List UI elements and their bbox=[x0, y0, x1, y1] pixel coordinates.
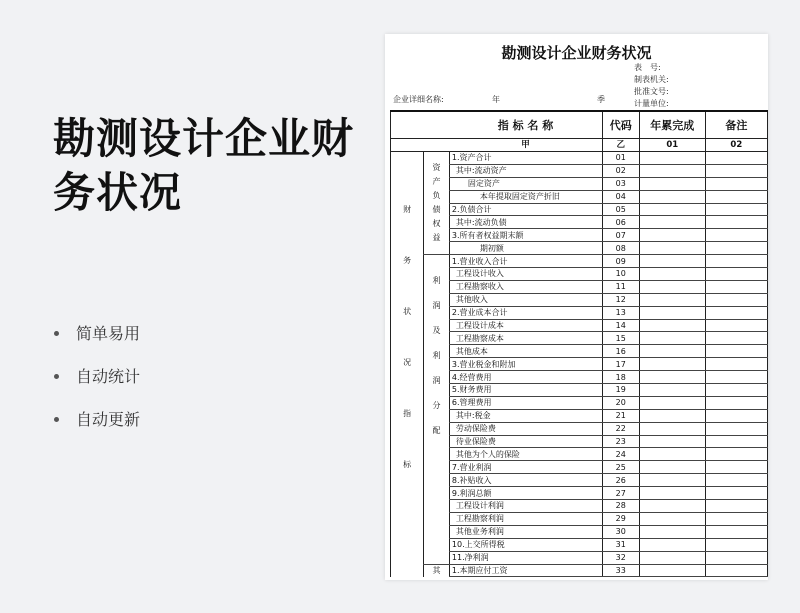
row-note-cell[interactable] bbox=[705, 474, 767, 487]
header-item: 指 标 名 称 bbox=[449, 111, 602, 139]
row-ytd-cell[interactable] bbox=[639, 255, 705, 268]
group-profit-char: 分 bbox=[432, 401, 441, 411]
row-ytd-cell[interactable] bbox=[639, 551, 705, 564]
row-note-cell[interactable] bbox=[705, 564, 767, 577]
table-row bbox=[391, 152, 768, 165]
row-code: 30 bbox=[602, 525, 639, 538]
row-item-label: 11.净利润 bbox=[449, 551, 602, 564]
row-code: 29 bbox=[602, 512, 639, 525]
promo-title: 勘测设计企业财务状况 bbox=[53, 114, 355, 217]
category-main-char: 财 bbox=[403, 205, 412, 214]
header-note: 备注 bbox=[705, 111, 767, 139]
row-note-cell[interactable] bbox=[705, 177, 767, 190]
row-code: 23 bbox=[602, 435, 639, 448]
category-tail-char: 其 bbox=[424, 564, 450, 577]
row-code: 22 bbox=[602, 422, 639, 435]
category-main-cell bbox=[391, 152, 424, 565]
subheader-code: 乙 bbox=[602, 139, 639, 152]
row-code: 26 bbox=[602, 474, 639, 487]
row-note-cell[interactable] bbox=[705, 242, 767, 255]
row-code: 20 bbox=[602, 396, 639, 409]
row-note-cell[interactable] bbox=[705, 551, 767, 564]
row-code: 18 bbox=[602, 371, 639, 384]
group-assets-char: 资 bbox=[432, 163, 441, 172]
row-item-label: 2.负债合计 bbox=[449, 203, 602, 216]
group-profit-char: 配 bbox=[432, 426, 441, 436]
row-ytd-cell[interactable] bbox=[639, 190, 705, 203]
row-code: 03 bbox=[602, 177, 639, 190]
row-ytd-cell[interactable] bbox=[639, 203, 705, 216]
row-code: 17 bbox=[602, 358, 639, 371]
group-assets-char: 益 bbox=[432, 233, 441, 242]
row-note-cell[interactable] bbox=[705, 306, 767, 319]
row-note-cell[interactable] bbox=[705, 371, 767, 384]
row-item-label: 1.本期应付工资 bbox=[449, 564, 602, 577]
bullet-icon bbox=[54, 331, 59, 336]
row-item-label: 工程设计利润 bbox=[449, 500, 602, 513]
row-note-cell[interactable] bbox=[705, 164, 767, 177]
group-profit-char: 及 bbox=[432, 326, 441, 336]
row-code: 07 bbox=[602, 229, 639, 242]
approval-label: 批准文号: bbox=[634, 87, 669, 96]
row-item-label: 其中:流动负债 bbox=[449, 216, 602, 229]
header-code: 代码 bbox=[602, 111, 639, 139]
row-ytd-cell[interactable] bbox=[639, 384, 705, 397]
group-assets-char: 债 bbox=[432, 205, 441, 214]
category-main-char: 务 bbox=[403, 256, 412, 265]
row-ytd-cell[interactable] bbox=[639, 409, 705, 422]
row-ytd-cell[interactable] bbox=[639, 512, 705, 525]
feature-item bbox=[54, 398, 140, 441]
subheader-ytd: 01 bbox=[639, 139, 705, 152]
group-assets-char: 产 bbox=[432, 177, 441, 186]
row-ytd-cell[interactable] bbox=[639, 371, 705, 384]
form-no-label: 表 号: bbox=[634, 63, 661, 72]
row-code: 06 bbox=[602, 216, 639, 229]
document-preview bbox=[385, 34, 768, 580]
row-item-label: 5.财务费用 bbox=[449, 384, 602, 397]
row-code: 12 bbox=[602, 293, 639, 306]
row-ytd-cell[interactable] bbox=[639, 268, 705, 281]
group-profit-char: 润 bbox=[432, 376, 441, 386]
row-ytd-cell[interactable] bbox=[639, 435, 705, 448]
row-note-cell[interactable] bbox=[705, 525, 767, 538]
row-code: 14 bbox=[602, 319, 639, 332]
row-item-label: 7.营业利润 bbox=[449, 461, 602, 474]
group-assets-cell bbox=[424, 152, 450, 255]
row-code: 08 bbox=[602, 242, 639, 255]
row-note-cell[interactable] bbox=[705, 280, 767, 293]
group-assets-char: 负 bbox=[432, 191, 441, 200]
row-item-label: 本年提取固定资产折旧 bbox=[449, 190, 602, 203]
row-item-label: 工程勘察收入 bbox=[449, 280, 602, 293]
bullet-icon bbox=[54, 417, 59, 422]
row-note-cell[interactable] bbox=[705, 216, 767, 229]
row-code: 27 bbox=[602, 487, 639, 500]
row-ytd-cell[interactable] bbox=[639, 500, 705, 513]
sheet-title: 勘测设计企业财务状况 bbox=[501, 44, 652, 62]
row-note-cell[interactable] bbox=[705, 500, 767, 513]
row-code: 11 bbox=[602, 280, 639, 293]
row-ytd-cell[interactable] bbox=[639, 422, 705, 435]
row-ytd-cell[interactable] bbox=[639, 293, 705, 306]
row-item-label: 待业保险费 bbox=[449, 435, 602, 448]
subheader-note: 02 bbox=[705, 139, 767, 152]
feature-label: 简单易用 bbox=[76, 323, 141, 343]
row-item-label: 1.资产合计 bbox=[449, 152, 602, 165]
row-item-label: 其他业务利润 bbox=[449, 525, 602, 538]
row-code: 21 bbox=[602, 409, 639, 422]
unit-label: 计量单位: bbox=[634, 99, 669, 108]
row-code: 02 bbox=[602, 164, 639, 177]
group-profit-char: 利 bbox=[432, 351, 441, 361]
row-item-label: 8.补贴收入 bbox=[449, 474, 602, 487]
row-ytd-cell[interactable] bbox=[639, 229, 705, 242]
subheader-item: 甲 bbox=[449, 139, 602, 152]
row-code: 28 bbox=[602, 500, 639, 513]
year-label: 年 bbox=[492, 95, 500, 104]
row-note-cell[interactable] bbox=[705, 487, 767, 500]
row-item-label: 其他为个人的保险 bbox=[449, 448, 602, 461]
header-ytd: 年累完成 bbox=[639, 111, 705, 139]
quarter-label: 季 bbox=[597, 95, 605, 104]
row-ytd-cell[interactable] bbox=[639, 396, 705, 409]
row-ytd-cell[interactable] bbox=[639, 461, 705, 474]
feature-item bbox=[54, 355, 140, 398]
feature-list bbox=[54, 312, 140, 441]
row-code: 04 bbox=[602, 190, 639, 203]
row-note-cell[interactable] bbox=[705, 461, 767, 474]
row-item-label: 其中:流动资产 bbox=[449, 164, 602, 177]
table-subheader-row bbox=[391, 139, 768, 152]
row-code: 10 bbox=[602, 268, 639, 281]
row-item-label: 6.管理费用 bbox=[449, 396, 602, 409]
row-item-label: 2.营业成本合计 bbox=[449, 306, 602, 319]
row-note-cell[interactable] bbox=[705, 229, 767, 242]
row-ytd-cell[interactable] bbox=[639, 306, 705, 319]
row-ytd-cell[interactable] bbox=[639, 487, 705, 500]
category-main-char: 标 bbox=[403, 460, 412, 469]
row-ytd-cell[interactable] bbox=[639, 177, 705, 190]
row-item-label: 劳动保险费 bbox=[449, 422, 602, 435]
row-note-cell[interactable] bbox=[705, 319, 767, 332]
row-item-label: 1.营业收入合计 bbox=[449, 255, 602, 268]
row-ytd-cell[interactable] bbox=[639, 152, 705, 165]
row-code: 13 bbox=[602, 306, 639, 319]
category-main-char: 况 bbox=[403, 358, 412, 367]
row-code: 05 bbox=[602, 203, 639, 216]
row-item-label: 4.经营费用 bbox=[449, 371, 602, 384]
row-note-cell[interactable] bbox=[705, 396, 767, 409]
group-profit-cell bbox=[424, 255, 450, 564]
row-note-cell[interactable] bbox=[705, 332, 767, 345]
row-ytd-cell[interactable] bbox=[639, 216, 705, 229]
feature-item bbox=[54, 312, 140, 355]
group-profit-char: 利 bbox=[432, 276, 441, 286]
category-tail-cell bbox=[391, 564, 424, 577]
row-ytd-cell[interactable] bbox=[639, 474, 705, 487]
group-assets-char: 权 bbox=[432, 219, 441, 228]
row-note-cell[interactable] bbox=[705, 293, 767, 306]
row-note-cell[interactable] bbox=[705, 152, 767, 165]
row-code: 19 bbox=[602, 384, 639, 397]
feature-label: 自动更新 bbox=[76, 409, 141, 429]
row-ytd-cell[interactable] bbox=[639, 525, 705, 538]
row-item-label: 期初额 bbox=[449, 242, 602, 255]
row-item-label: 3.营业税金和附加 bbox=[449, 358, 602, 371]
row-ytd-cell[interactable] bbox=[639, 164, 705, 177]
feature-label: 自动统计 bbox=[76, 366, 141, 386]
row-ytd-cell[interactable] bbox=[639, 564, 705, 577]
row-ytd-cell[interactable] bbox=[639, 538, 705, 551]
row-note-cell[interactable] bbox=[705, 409, 767, 422]
row-note-cell[interactable] bbox=[705, 255, 767, 268]
row-item-label: 其他成本 bbox=[449, 345, 602, 358]
row-item-label: 工程勘察利润 bbox=[449, 512, 602, 525]
row-item-label: 工程勘察成本 bbox=[449, 332, 602, 345]
row-code: 24 bbox=[602, 448, 639, 461]
row-item-label: 固定资产 bbox=[449, 177, 602, 190]
row-code: 32 bbox=[602, 551, 639, 564]
bullet-icon bbox=[54, 374, 59, 379]
row-code: 25 bbox=[602, 461, 639, 474]
row-code: 09 bbox=[602, 255, 639, 268]
row-ytd-cell[interactable] bbox=[639, 345, 705, 358]
row-note-cell[interactable] bbox=[705, 358, 767, 371]
company-label: 企业详细名称: bbox=[393, 95, 444, 104]
table-row bbox=[391, 255, 768, 268]
row-ytd-cell[interactable] bbox=[639, 319, 705, 332]
row-note-cell[interactable] bbox=[705, 512, 767, 525]
row-code: 31 bbox=[602, 538, 639, 551]
row-note-cell[interactable] bbox=[705, 345, 767, 358]
table-header-row bbox=[391, 111, 768, 139]
row-ytd-cell[interactable] bbox=[639, 332, 705, 345]
row-item-label: 工程设计成本 bbox=[449, 319, 602, 332]
row-item-label: 其他收入 bbox=[449, 293, 602, 306]
row-item-label: 工程设计收入 bbox=[449, 268, 602, 281]
row-item-label: 其中:税金 bbox=[449, 409, 602, 422]
row-ytd-cell[interactable] bbox=[639, 358, 705, 371]
row-item-label: 9.利润总额 bbox=[449, 487, 602, 500]
financial-table bbox=[390, 110, 768, 577]
row-code: 33 bbox=[602, 564, 639, 577]
row-note-cell[interactable] bbox=[705, 435, 767, 448]
row-code: 01 bbox=[602, 152, 639, 165]
maker-label: 制表机关: bbox=[634, 75, 669, 84]
row-note-cell[interactable] bbox=[705, 384, 767, 397]
row-note-cell[interactable] bbox=[705, 268, 767, 281]
group-profit-char: 润 bbox=[432, 301, 441, 311]
row-ytd-cell[interactable] bbox=[639, 242, 705, 255]
row-note-cell[interactable] bbox=[705, 190, 767, 203]
row-ytd-cell[interactable] bbox=[639, 280, 705, 293]
row-note-cell[interactable] bbox=[705, 203, 767, 216]
row-item-label: 3.所有者权益期末额 bbox=[449, 229, 602, 242]
table-row bbox=[391, 564, 768, 577]
row-note-cell[interactable] bbox=[705, 448, 767, 461]
row-item-label: 10.上交所得税 bbox=[449, 538, 602, 551]
category-main-char: 状 bbox=[403, 307, 412, 316]
category-main-char: 指 bbox=[403, 409, 412, 418]
row-ytd-cell[interactable] bbox=[639, 448, 705, 461]
row-note-cell[interactable] bbox=[705, 422, 767, 435]
row-code: 16 bbox=[602, 345, 639, 358]
row-note-cell[interactable] bbox=[705, 538, 767, 551]
row-code: 15 bbox=[602, 332, 639, 345]
